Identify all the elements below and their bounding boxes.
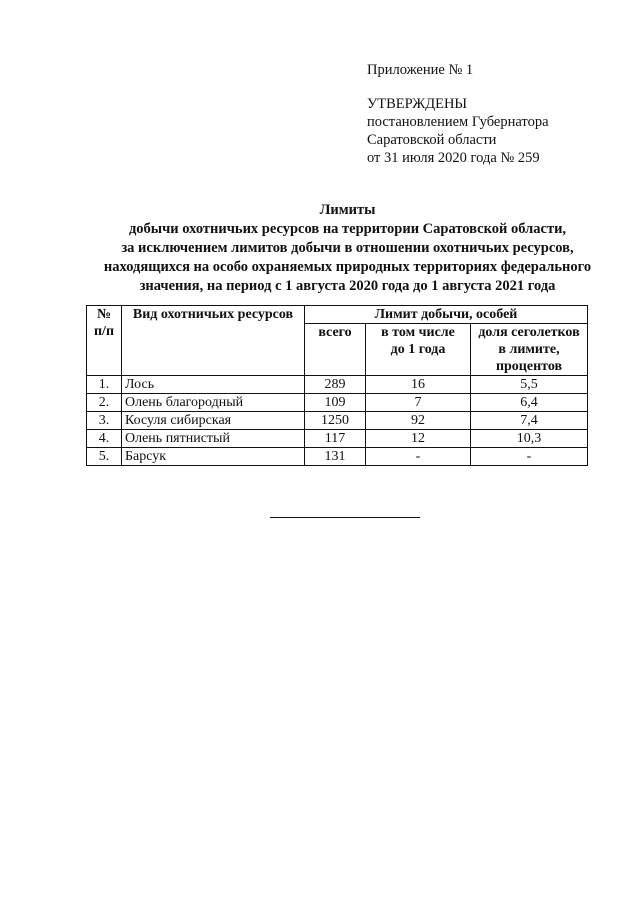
row-resource-name: Лось (122, 376, 305, 394)
row-resource-name: Барсук (122, 448, 305, 466)
document-title (60, 201, 635, 296)
table-row (87, 394, 588, 412)
approval-line: постановлением Губернатора (367, 114, 549, 130)
row-number: 3. (87, 412, 122, 430)
row-total: 117 (305, 430, 366, 448)
row-resource-name: Олень пятнистый (122, 430, 305, 448)
approval-block (367, 95, 549, 167)
row-young: 92 (366, 412, 471, 430)
row-number: 5. (87, 448, 122, 466)
header-total: всего (305, 324, 366, 376)
table-row (87, 430, 588, 448)
row-total: 131 (305, 448, 366, 466)
row-young: 7 (366, 394, 471, 412)
row-young: 12 (366, 430, 471, 448)
row-share: 7,4 (471, 412, 588, 430)
approval-line: Саратовской области (367, 132, 497, 148)
row-number: 2. (87, 394, 122, 412)
title-line: добычи охотничьих ресурсов на территории Саратовской области, (128, 221, 567, 237)
header-share: доля сеголетков в лимите, процентов (471, 324, 588, 376)
row-total: 289 (305, 376, 366, 394)
row-resource-name: Косуля сибирская (122, 412, 305, 430)
row-number: 1. (87, 376, 122, 394)
approval-heading: УТВЕРЖДЕНЫ (367, 96, 468, 112)
row-resource-name: Олень благородный (122, 394, 305, 412)
title-line: находящихся на особо охраняемых природных территориях федерального (103, 259, 592, 275)
header-number: № п/п (87, 306, 122, 376)
row-share: 5,5 (471, 376, 588, 394)
table-row (87, 376, 588, 394)
appendix-label: Приложение № 1 (367, 62, 474, 78)
row-share: 10,3 (471, 430, 588, 448)
row-young: 16 (366, 376, 471, 394)
header-resource-type: Вид охотничьих ресурсов (122, 306, 305, 376)
row-share: - (471, 448, 588, 466)
row-number: 4. (87, 430, 122, 448)
title-line: за исключением лимитов добычи в отношении охотничьих ресурсов, (121, 240, 574, 256)
row-total: 109 (305, 394, 366, 412)
closing-divider (270, 517, 420, 518)
table-row (87, 448, 588, 466)
header-young: в том числе до 1 года (366, 324, 471, 376)
row-total: 1250 (305, 412, 366, 430)
title-line: Лимиты (319, 202, 376, 218)
approval-date: от 31 июля 2020 года № 259 (367, 150, 540, 166)
limits-table (86, 305, 588, 466)
row-young: - (366, 448, 471, 466)
table-row (87, 412, 588, 430)
header-limit: Лимит добычи, особей (305, 306, 588, 324)
title-line: значения, на период с 1 августа 2020 года до 1 августа 2021 года (139, 278, 556, 294)
row-share: 6,4 (471, 394, 588, 412)
